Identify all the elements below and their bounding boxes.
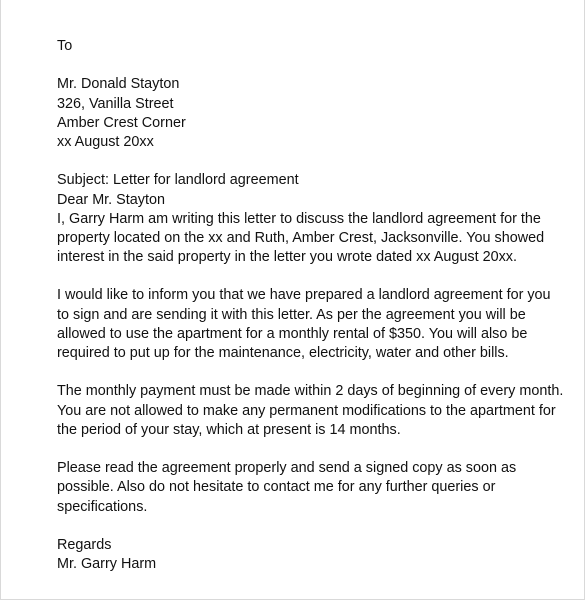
closing: Regards — [57, 536, 112, 553]
paragraph-line: I, Garry Harm am writing this letter to discuss the landlord agreement for the — [57, 210, 541, 227]
letter-body — [57, 37, 562, 574]
subject-line: Subject: Letter for landlord agreement — [57, 172, 299, 189]
paragraph-line: property located on the xx and Ruth, Amber Crest, Jacksonville. You showed — [57, 229, 545, 246]
paragraph-line: interest in the said property in the letter you wrote dated xx August 20xx. — [57, 249, 517, 266]
paragraph-line: allowed to use the apartment for a monthly rental of $350. You will also be — [57, 325, 528, 342]
spacer — [57, 267, 562, 286]
paragraph-4 — [57, 459, 562, 517]
spacer — [57, 440, 562, 459]
paragraph-1 — [57, 210, 562, 268]
paragraph-line: possible. Also do not hesitate to contact me for any further queries or — [57, 479, 496, 496]
spacer — [57, 363, 562, 382]
paragraph-line: The monthly payment must be made within 2 days of beginning of every month. — [57, 383, 564, 400]
spacer — [57, 152, 562, 171]
recipient-name: Mr. Donald Stayton — [57, 76, 180, 93]
paragraph-line: the period of your stay, which at present is 14 months. — [57, 421, 401, 438]
paragraph-3 — [57, 382, 562, 440]
paragraph-line: required to put up for the maintenance, electricity, water and other bills. — [57, 345, 509, 361]
paragraph-2 — [57, 286, 562, 363]
paragraph-line: I would like to inform you that we have prepared a landlord agreement for you — [57, 287, 551, 304]
salutation: Dear Mr. Stayton — [57, 191, 165, 208]
sender-name: Mr. Garry Harm — [57, 556, 157, 573]
recipient-street: 326, Vanilla Street — [57, 95, 174, 112]
spacer — [57, 56, 562, 75]
to-label: To — [57, 38, 73, 54]
letter-date: xx August 20xx — [57, 133, 154, 150]
paragraph-line: specifications. — [57, 498, 148, 515]
paragraph-line: to sign and are sending it with this letter. As per the agreement you will be — [57, 306, 526, 323]
recipient-address — [57, 75, 562, 152]
recipient-area: Amber Crest Corner — [57, 114, 186, 131]
spacer — [57, 517, 562, 536]
paragraph-line: Please read the agreement properly and send a signed copy as soon as — [57, 460, 517, 477]
paragraph-line: You are not allowed to make any permanent modifications to the apartment for — [57, 402, 556, 419]
